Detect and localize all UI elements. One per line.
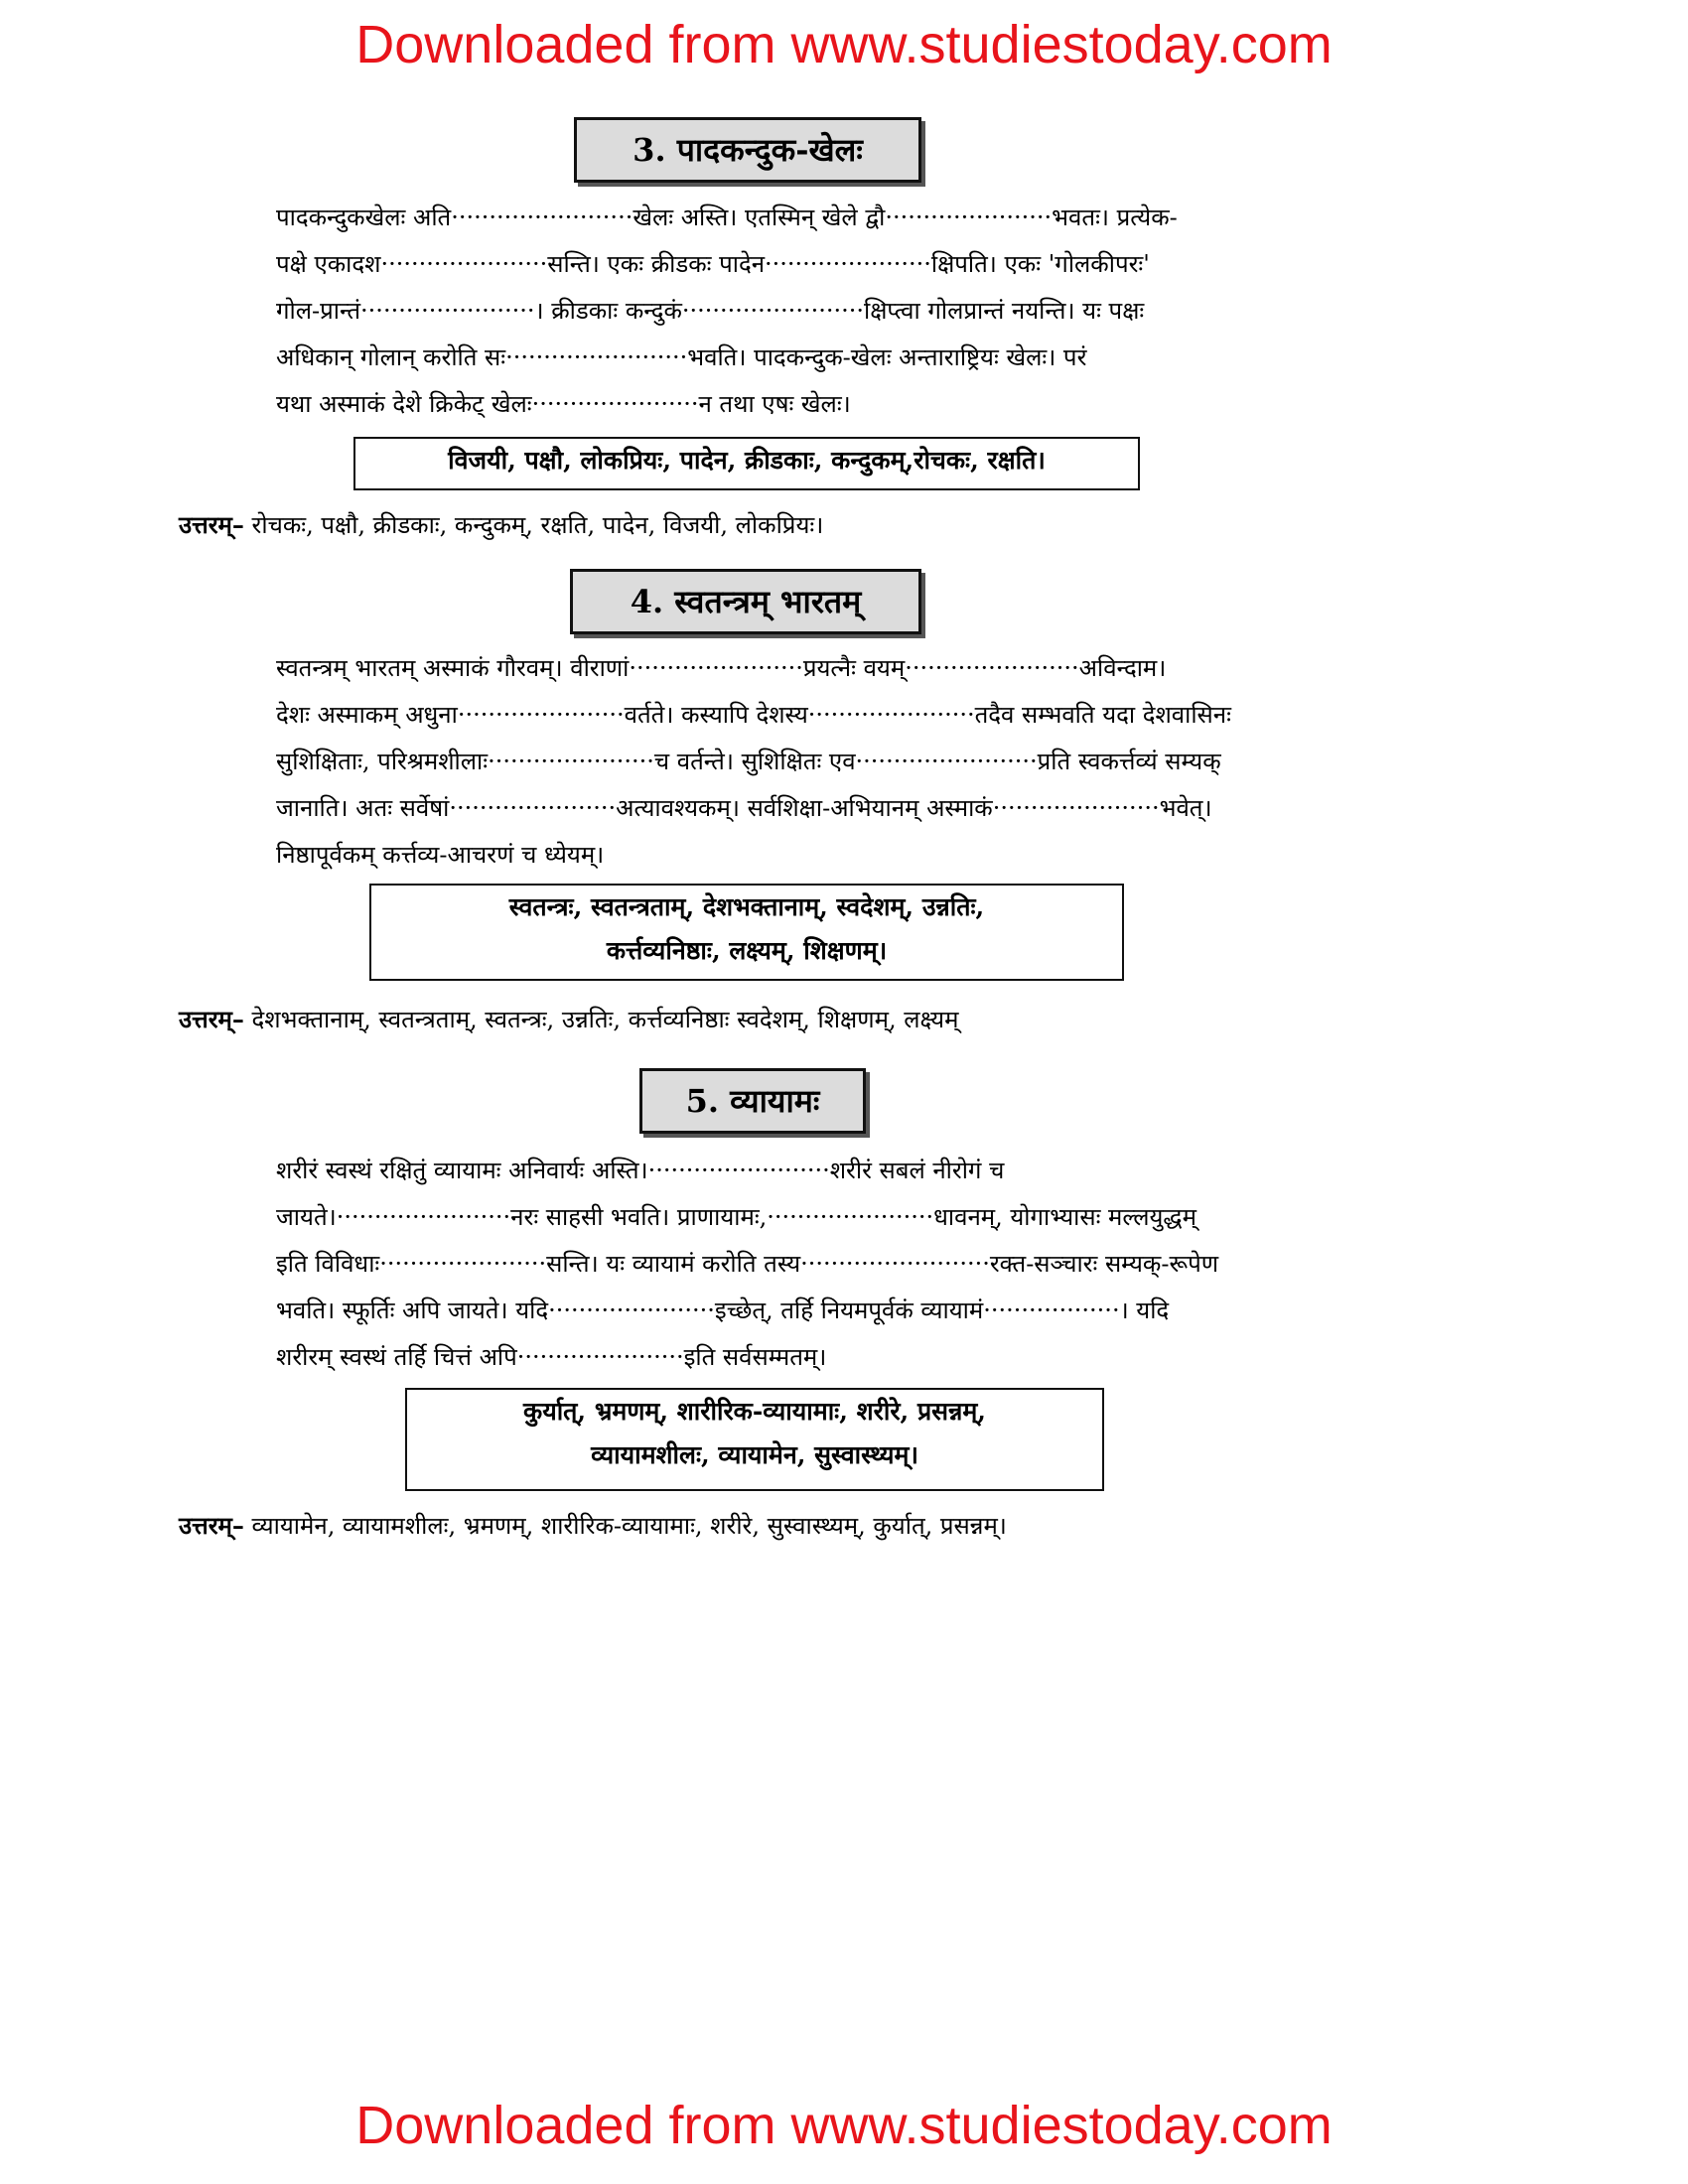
passage-line: देशः अस्माकम् अधुना······················वर्तते। कस्यापि देशस्य······················तदैव सम्भवति यदा देशवासिनः — [276, 701, 1231, 729]
passage-line: जायते।·······················नरः साहसी भवति। प्राणायामः,······················धावनम्, योगाभ्यासः मल्लयुद्धम् — [276, 1203, 1196, 1231]
section-3-word-bank — [353, 437, 1140, 490]
download-banner-top[interactable]: Downloaded from www.studiestoday.com — [355, 15, 1333, 74]
passage-line: स्वतन्त्रम् भारतम् अस्माकं गौरवम्। वीराणां·······················प्रयत्नैः वयम्·······················अविन्दाम। — [276, 654, 1167, 682]
section-4-heading: 4. स्वतन्त्रम् भारतम् — [570, 569, 921, 634]
passage-line: पादकन्दुकखेलः अति························खेलः अस्ति। एतस्मिन् खेले द्वौ······················भवतः। प्रत्येक- — [276, 204, 1178, 231]
section-4-answer — [179, 1003, 1470, 1035]
answer-label: उत्तरम्– — [179, 1005, 244, 1033]
section-5-word-bank — [405, 1388, 1104, 1491]
passage-line: शरीरम् स्वस्थं तर्हि चित्तं अपि······················इति सर्वसम्मतम्। — [276, 1343, 827, 1371]
section-3-answer — [179, 508, 1470, 541]
section-5-heading: 5. व्यायामः — [639, 1068, 866, 1134]
answer-text: रोचकः, पक्षौ, क्रीडकाः, कन्दुकम्, रक्षति, पादेन, विजयी, लोकप्रियः। — [251, 511, 824, 539]
answer-label: उत्तरम्– — [179, 510, 244, 539]
download-banner-bottom[interactable]: Downloaded from www.studiestoday.com — [355, 2096, 1333, 2155]
section-3-passage — [276, 195, 1319, 428]
section-3-heading: 3. पादकन्दुक-खेलः — [574, 117, 921, 183]
passage-line: भवति। स्फूर्तिः अपि जायते। यदि······················इच्छेत्, तर्हि नियमपूर्वकं व्यायामं··················। यदि — [276, 1297, 1170, 1324]
word-bank-line: व्यायामशीलः, व्यायामेन, सुस्वास्थ्यम्। — [591, 1440, 918, 1469]
passage-line: अधिकान् गोलान् करोति सः························भवति। पादकन्दुक-खेलः अन्ताराष्ट्रियः खेलः। परं — [276, 343, 1087, 371]
word-bank-line: विजयी, पक्षौ, लोकप्रियः, पादेन, क्रीडकाः, कन्दुकम्,रोचकः, रक्षति। — [448, 446, 1046, 475]
word-bank-line: स्वतन्त्रः, स्वतन्त्रताम्, देशभक्तानाम्, स्वदेशम्, उन्नतिः, — [508, 892, 985, 921]
passage-line: पक्षे एकादश······················सन्ति। एकः क्रीडकः पादेन······················क्षिपति। एकः 'गोलकीपरः' — [276, 250, 1150, 278]
answer-text: देशभक्तानाम्, स्वतन्त्रताम्, स्वतन्त्रः, उन्नतिः, कर्त्तव्यनिष्ठाः स्वदेशम्, शिक्षणम्, लक्ष्यम् — [251, 1006, 959, 1033]
word-bank-line: कर्त्तव्यनिष्ठाः, लक्ष्यम्, शिक्षणम्। — [606, 936, 888, 965]
section-4-word-bank — [369, 884, 1124, 981]
answer-text: व्यायामेन, व्यायामशीलः, भ्रमणम्, शारीरिक-व्यायामाः, शरीरे, सुस्वास्थ्यम्, कुर्यात्, प्रसन्नम्। — [251, 1512, 1007, 1540]
passage-line: निष्ठापूर्वकम् कर्त्तव्य-आचरणं च ध्येयम्। — [276, 841, 605, 869]
passage-line: गोल-प्रान्तं·······················। क्रीडकाः कन्दुकं························क्षिप्त्वा गोलप्रान्तं नयन्ति। यः पक्षः — [276, 297, 1145, 325]
word-bank-line: कुर्यात्, भ्रमणम्, शारीरिक-व्यायामाः, शरीरे, प्रसन्नम्, — [523, 1397, 986, 1426]
passage-line: यथा अस्माकं देशे क्रिकेट् खेलः······················न तथा एषः खेलः। — [276, 390, 851, 418]
passage-line: सुशिक्षिताः, परिश्रमशीलाः······················च वर्तन्ते। सुशिक्षितः एव························प्रति स्वकर्त्तव्यं सम्यक् — [276, 748, 1221, 775]
passage-line: इति विविधाः······················सन्ति। यः व्यायामं करोति तस्य·························रक्त-सञ्चारः सम्यक्-रूपेण — [276, 1250, 1219, 1278]
passage-line: शरीरं स्वस्थं रक्षितुं व्यायामः अनिवार्यः अस्ति।························शरीरं सबलं नीरोगं च — [276, 1157, 1005, 1184]
passage-line: जानाति। अतः सर्वेषां······················अत्यावश्यकम्। सर्वशिक्षा-अभियानम् अस्माकं······················भवेत्। — [276, 794, 1212, 822]
section-4-passage — [276, 645, 1319, 879]
section-5-answer — [179, 1509, 1470, 1542]
section-5-passage — [276, 1148, 1319, 1381]
answer-label: उत्तरम्– — [179, 1511, 244, 1540]
